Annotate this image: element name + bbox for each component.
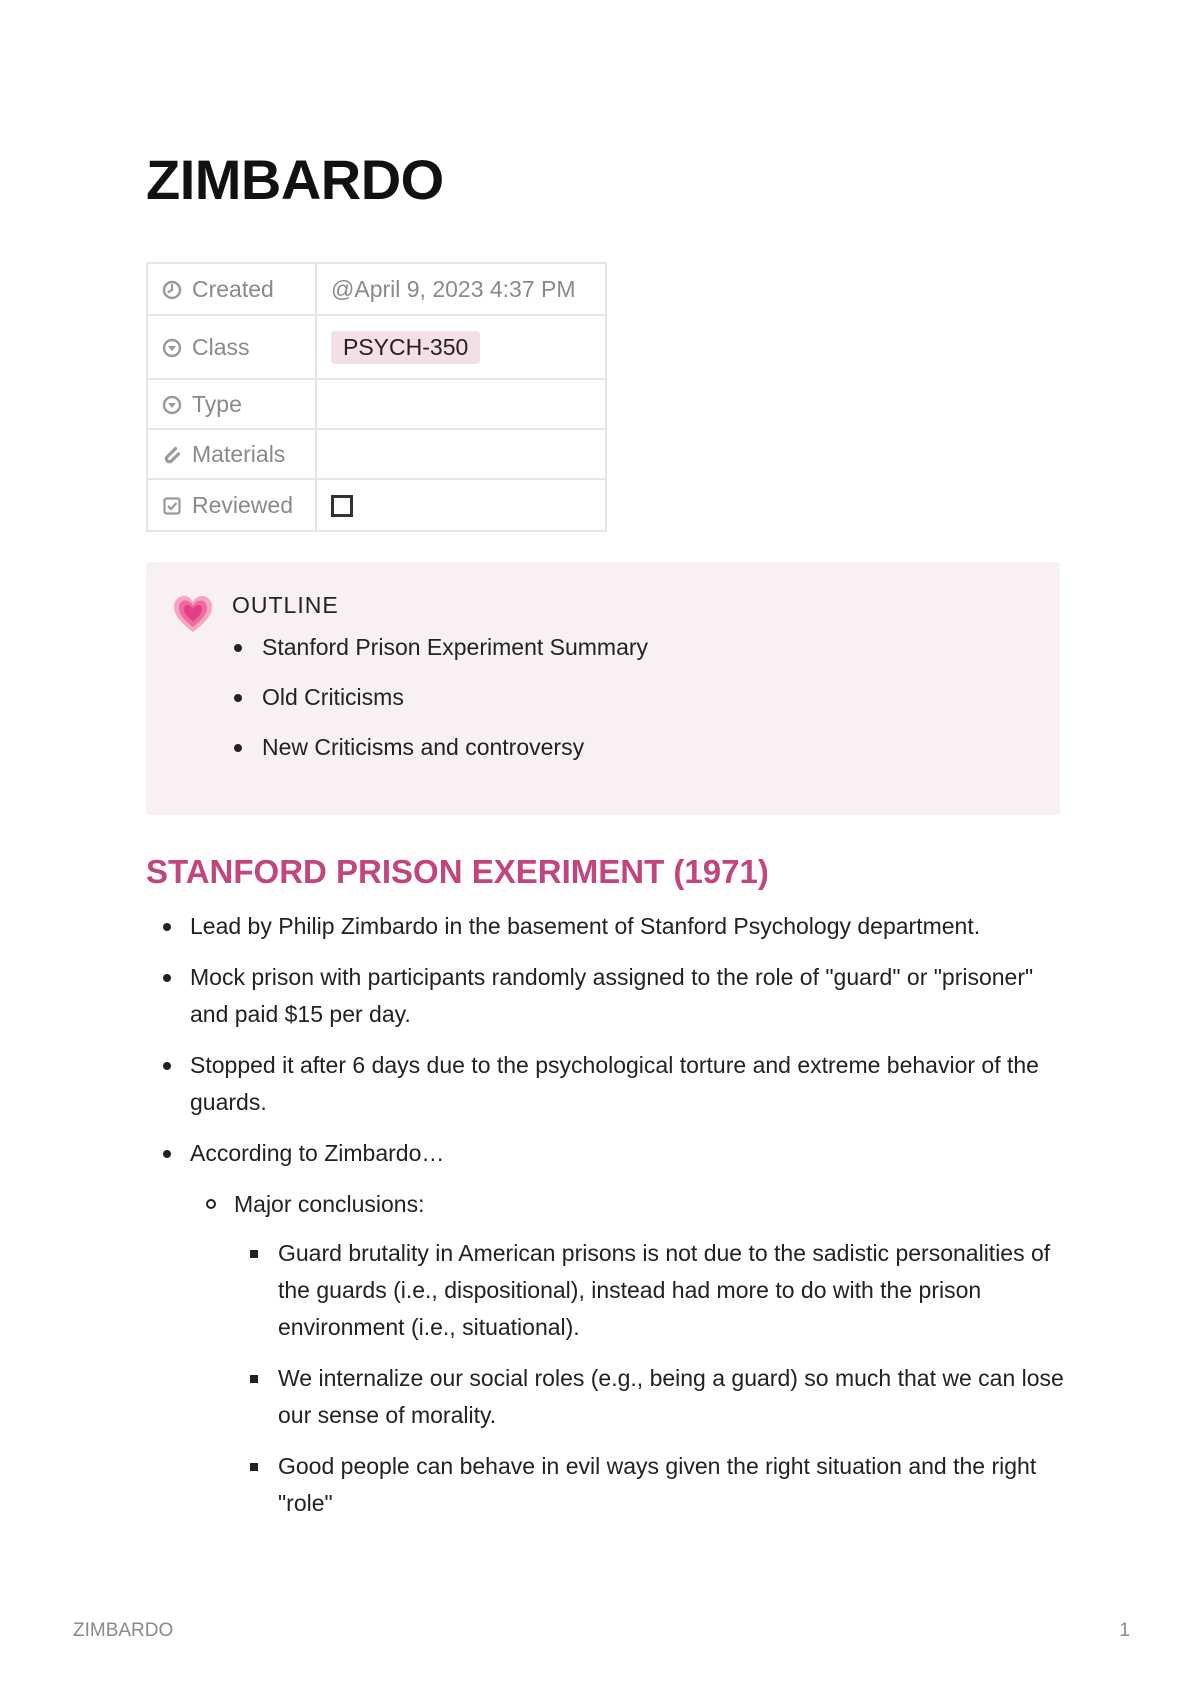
property-key-type <box>147 379 316 429</box>
properties-table <box>146 262 607 532</box>
property-row-type <box>147 379 606 429</box>
property-label: Materials <box>192 440 286 467</box>
reviewed-checkbox[interactable] <box>331 495 353 517</box>
property-value-created[interactable]: @April 9, 2023 4:37 PM <box>316 263 606 315</box>
property-value-type[interactable] <box>316 379 606 429</box>
page-number: 1 <box>1119 1620 1130 1641</box>
conclusion-item: We internalize our social roles (e.g., being a guard) so much that we can lose our sense of morality. <box>146 1360 1066 1434</box>
callout-title: OUTLINE <box>232 592 339 618</box>
clock-icon <box>162 280 182 300</box>
list-item: According to Zimbardo… <box>146 1135 1066 1172</box>
property-label: Created <box>192 275 274 302</box>
property-row-materials <box>147 429 606 479</box>
page-title: ZIMBARDO <box>146 148 444 211</box>
property-label: Type <box>192 390 242 417</box>
outline-item: New Criticisms and controversy <box>232 732 648 762</box>
outline-item: Stanford Prison Experiment Summary <box>232 632 648 662</box>
property-row-class <box>147 315 606 379</box>
conclusion-item: Guard brutality in American prisons is not due to the sadistic personalities of the guards (i.e., dispositional), instead had more to do with the prison environment (i.e., situational). <box>146 1235 1066 1346</box>
footer-title: ZIMBARDO <box>73 1620 174 1641</box>
property-label: Reviewed <box>192 491 293 518</box>
summary-list <box>146 908 1066 1536</box>
property-label: Class <box>192 333 250 360</box>
select-icon <box>162 395 182 415</box>
attachment-icon <box>162 445 182 465</box>
heart-icon <box>172 594 214 634</box>
list-item: Mock prison with participants randomly assigned to the role of "guard" or "prisoner" and paid $15 per day. <box>146 959 1066 1033</box>
property-value-reviewed <box>316 479 606 531</box>
outline-list <box>232 632 648 782</box>
property-row-created <box>147 263 606 315</box>
property-value-materials[interactable] <box>316 429 606 479</box>
property-row-reviewed <box>147 479 606 531</box>
class-tag[interactable]: PSYCH-350 <box>331 331 480 364</box>
list-item: Lead by Philip Zimbardo in the basement of Stanford Psychology department. <box>146 908 1066 945</box>
checkbox-icon <box>162 496 182 516</box>
property-value-class[interactable] <box>316 315 606 379</box>
sub-list-item: Major conclusions: <box>146 1186 1066 1223</box>
outline-item: Old Criticisms <box>232 682 648 712</box>
outline-callout <box>146 562 1060 815</box>
property-key-materials <box>147 429 316 479</box>
conclusion-item: Good people can behave in evil ways given the right situation and the right "role" <box>146 1448 1066 1522</box>
property-key-created <box>147 263 316 315</box>
list-item: Stopped it after 6 days due to the psychological torture and extreme behavior of the guards. <box>146 1047 1066 1121</box>
select-icon <box>162 338 182 358</box>
property-key-class <box>147 315 316 379</box>
section-heading: STANFORD PRISON EXERIMENT (1971) <box>146 853 769 890</box>
property-key-reviewed <box>147 479 316 531</box>
